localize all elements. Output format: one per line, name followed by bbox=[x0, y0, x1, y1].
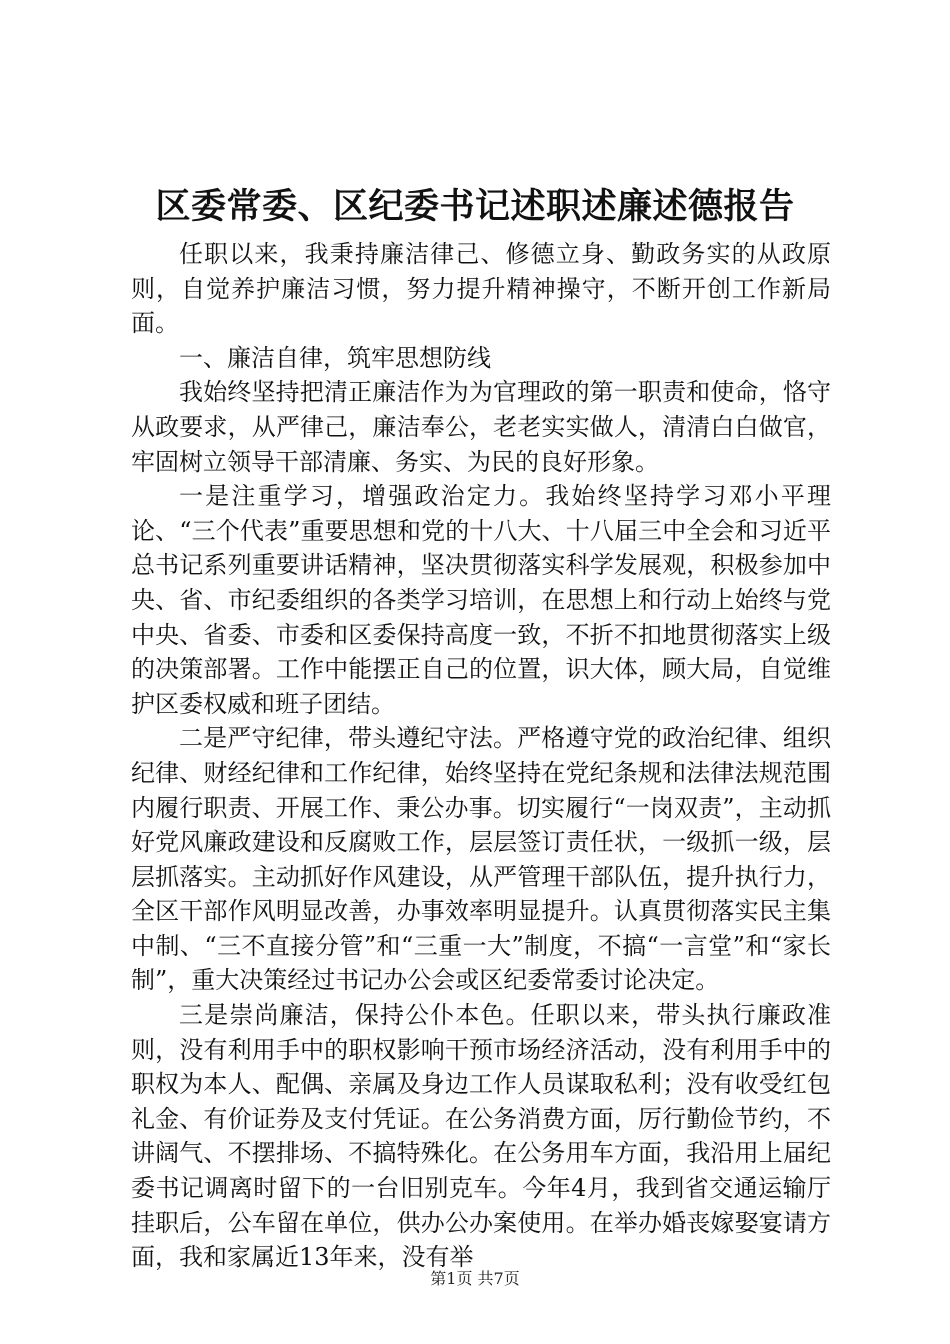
page-indicator: 第1页 共7页 bbox=[430, 1269, 520, 1288]
section-heading: 一、廉洁自律，筑牢思想防线 bbox=[179, 343, 491, 372]
body-paragraph: 一是注重学习，增强政治定力。我始终坚持学习邓小平理论、“三个代表”重要思想和党的十八大、十八届三中全会和习近平总书记系列重要讲话精神，坚决贯彻落实科学发展观，积极参加中央、省、市纪委组织的各类学习培训，在思想上和行动上始终与党中央、省委、市委和区委保持高度一致，不折不扣地贯彻落实上级的决策部署。工作中能摆正自己的位置，识大体，顾大局，自觉维护区委权威和班子团结。 bbox=[131, 482, 831, 718]
body-paragraph: 三是崇尚廉洁，保持公仆本色。任职以来，带头执行廉政准则，没有利用手中的职权影响干预市场经济活动，没有利用手中的职权为本人、配偶、亲属及身边工作人员谋取私利；没有收受红包礼金、有价证券及支付凭证。在公务消费方面，厉行勤俭节约，不讲阔气、不摆排场、不搞特殊化。在公务用车方面，我沿用上届纪委书记调离时留下的一台旧别克车。今年4月，我到省交通运输厅挂职后，公车留在单位，供办公办案使用。在举办婚丧嫁娶宴请方面，我和家属近13年来，没有举 bbox=[131, 1001, 831, 1272]
body-paragraph: 二是严守纪律，带头遵纪守法。严格遵守党的政治纪律、组织纪律、财经纪律和工作纪律，始终坚持在党纪条规和法律法规范围内履行职责、开展工作、秉公办事。切实履行“一岗双责”，主动抓好党风廉政建设和反腐败工作，层层签订责任状，一级抓一级，层层抓落实。主动抓好作风建设，从严管理干部队伍，提升执行力，全区干部作风明显改善，办事效率明显提升。认真贯彻落实民主集中制、“三不直接分管”和“三重一大”制度，不搞“一言堂”和“家长制”，重大决策经过书记办公会或区纪委常委讨论决定。 bbox=[131, 724, 831, 995]
body-paragraph: 我始终坚持把清正廉洁作为为官理政的第一职责和使命，恪守从政要求，从严律己，廉洁奉公，老老实实做人，清清白白做官，牢固树立领导干部清廉、务实、为民的良好形象。 bbox=[131, 378, 831, 476]
body-paragraph: 任职以来，我秉持廉洁律己、修德立身、勤政务实的从政原则，自觉养护廉洁习惯，努力提升精神操守，不断开创工作新局面。 bbox=[131, 240, 831, 338]
document-body bbox=[131, 237, 831, 1275]
document-title: 区委常委、区纪委书记述职述廉述德报告 bbox=[155, 186, 795, 227]
